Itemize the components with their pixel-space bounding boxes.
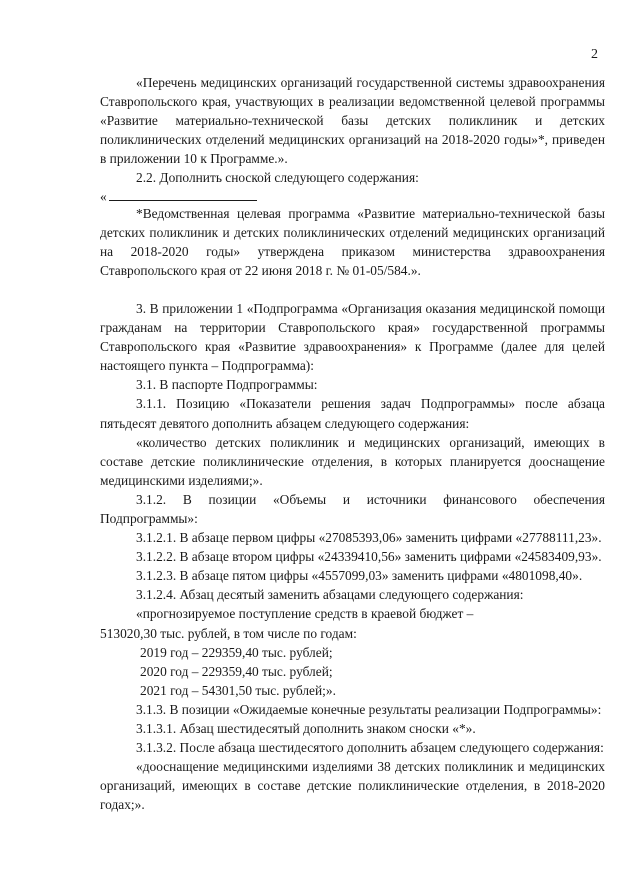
year-line-2021: 2021 год – 54301,50 тыс. рублей;». — [140, 682, 336, 698]
paragraph-3: 3. В приложении 1 «Подпрограмма «Организация оказания медицинской помощи гражданам на территории Ставропольского края» государственной программы Ставропольского края «Развитие здравоохранения» к Программе (далее для целей настоящего пункта – Подпрограмма): — [100, 300, 605, 374]
paragraph-quote-indicator: «количество детских поликлиник и медицинских организаций, имеющих в составе детские поликлинические отделения, в которых планируется дооснащение медицинскими изделиями;». — [100, 434, 605, 488]
paragraph-3-1-1: 3.1.1. Позицию «Показатели решения задач Подпрограммы» после абзаца пятьдесят девятого дополнить абзацем следующего содержания: — [100, 396, 605, 431]
paragraph-2-2: 2.2. Дополнить сноской следующего содержания: — [136, 170, 419, 186]
paragraph-quote-result: «дооснащение медицинскими изделиями 38 детских поликлиник и медицинских организаций, имеющих в составе детские поликлинические отделения, в 2018-2020 годах;». — [100, 759, 605, 813]
footnote-separator-line — [109, 188, 257, 201]
paragraph-3-1-2-4: 3.1.2.4. Абзац десятый заменить абзацами следующего содержания: — [136, 587, 524, 603]
paragraph-3-1-3-2: 3.1.3.2. После абзаца шестидесятого дополнить абзацем следующего содержания: — [136, 740, 604, 756]
document-body — [100, 73, 605, 814]
footnote-text: *Ведомственная целевая программа «Развитие материально-технической базы детских поликлиник и детских поликлинических отделений медицинских организаций на 2018-2020 годы» утверждена приказом министерства здравоохранения Ставропольского края от 22 июня 2018 г. № 01-05/584.». — [100, 205, 605, 278]
year-line-2020: 2020 год – 229359,40 тыс. рублей; — [140, 663, 333, 679]
year-line-2019: 2019 год – 229359,40 тыс. рублей; — [140, 644, 333, 660]
spacer — [100, 280, 605, 299]
page-number: 2 — [591, 47, 598, 62]
paragraph-3-1-2-1: 3.1.2.1. В абзаце первом цифры «27085393,06» заменить цифрами «27788111,23». — [136, 530, 602, 546]
paragraph-3-1-3: 3.1.3. В позиции «Ожидаемые конечные результаты реализации Подпрограммы»: — [136, 701, 602, 717]
footnote-open-quote: « — [100, 188, 107, 204]
paragraph-forecast-line-1: «прогнозируемое поступление средств в краевой бюджет – — [136, 606, 474, 622]
paragraph-3-1-2: 3.1.2. В позиции «Объемы и источники финансового обеспечения Подпрограммы»: — [100, 491, 605, 526]
footnote-opener — [100, 188, 605, 204]
paragraph-forecast-line-2: 513020,30 тыс. рублей, в том числе по годам: — [100, 625, 357, 641]
paragraph-list-of-organizations: «Перечень медицинских организаций государственной системы здравоохранения Ставропольского края, участвующих в реализации ведомственной целевой программы «Развитие материально-технической базы детских поликлиник и детских поликлинических отделений медицинских организаций на 2018-2020 годы»*, приведен в приложении 10 к Программе.». — [100, 75, 605, 167]
paragraph-3-1-3-1: 3.1.3.1. Абзац шестидесятый дополнить знаком сноски «*». — [136, 721, 476, 736]
paragraph-3-1-2-2: 3.1.2.2. В абзаце втором цифры «24339410,56» заменить цифрами «24583409,93». — [136, 549, 602, 565]
paragraph-3-1-2-3: 3.1.2.3. В абзаце пятом цифры «4557099,03» заменить цифрами «4801098,40». — [136, 568, 583, 584]
paragraph-3-1: 3.1. В паспорте Подпрограммы: — [136, 377, 318, 393]
